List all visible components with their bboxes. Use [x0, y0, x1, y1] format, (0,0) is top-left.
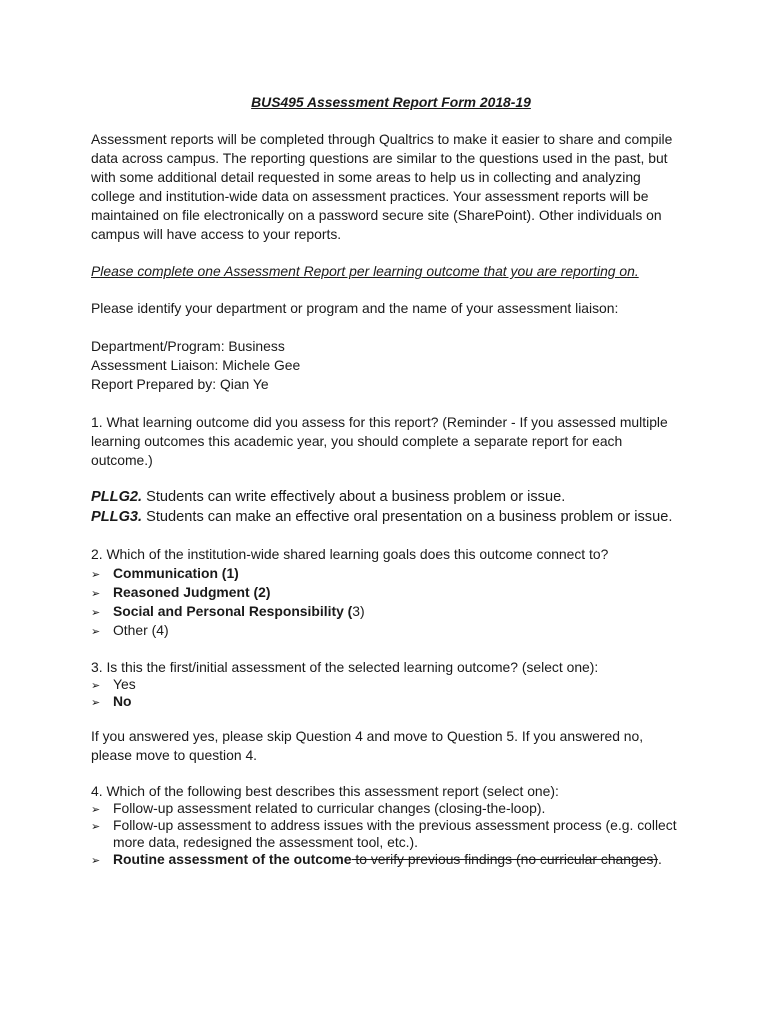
- q4-option-follow-up-process: [91, 817, 677, 835]
- arrow-bullet-icon: ➢: [91, 820, 101, 833]
- arrow-bullet-icon: ➢: [91, 606, 101, 619]
- intro-line: Assessment reports will be completed through Qualtrics to make it easier to share and compile: [91, 131, 673, 147]
- arrow-bullet-icon: ➢: [91, 803, 101, 816]
- identify-prompt: Please identify your department or program and the name of your assessment liaison:: [91, 300, 619, 316]
- intro-line: data across campus. The reporting questions are similar to the questions used in the past, but: [91, 150, 668, 166]
- q1-line: 1. What learning outcome did you assess for this report? (Reminder - If you assessed multiple: [91, 414, 668, 430]
- option-bold-text: No: [113, 693, 132, 709]
- outcome-code: PLLG3.: [91, 509, 143, 525]
- arrow-bullet-icon: ➢: [91, 587, 101, 600]
- option-text: Other (4): [113, 622, 169, 638]
- option-bold-text: Reasoned Judgment (2): [113, 584, 271, 600]
- q1-line: learning outcomes this academic year, you should complete a separate report for each: [91, 433, 623, 449]
- prepared-by-line: Report Prepared by: Qian Ye: [91, 376, 269, 392]
- q2-question: 2. Which of the institution-wide shared learning goals does this outcome connect to?: [91, 546, 609, 562]
- skip-note-line: If you answered yes, please skip Question 4 and move to Question 5. If you answered no,: [91, 728, 644, 744]
- form-title: BUS495 Assessment Report Form 2018-19: [251, 94, 531, 110]
- skip-note-line: please move to question 4.: [91, 747, 258, 763]
- intro-line: maintained on file electronically on a password secure site (SharePoint). Other individuals on: [91, 207, 662, 223]
- q2-option-social-responsibility: [91, 602, 365, 622]
- outcome-pllg2: [91, 488, 565, 507]
- q3-question: 3. Is this the first/initial assessment of the selected learning outcome? (select one):: [91, 659, 599, 675]
- q3-option-no: [91, 692, 132, 712]
- outcome-text: Students can make an effective oral presentation on a business problem or issue.: [142, 509, 673, 525]
- option-text: 3): [352, 603, 365, 619]
- arrow-bullet-icon: ➢: [91, 854, 101, 867]
- intro-line: college and institution-wide data on assessment practices. Your assessment reports will be: [91, 188, 649, 204]
- struck-text: to verify previous findings (no curricular changes): [351, 851, 659, 867]
- arrow-bullet-icon: ➢: [91, 625, 101, 638]
- option-text: Follow-up assessment related to curricular changes (closing-the-loop).: [113, 800, 546, 816]
- department-line: Department/Program: Business: [91, 338, 285, 354]
- q1-line: outcome.): [91, 452, 153, 468]
- q4-option-routine: [91, 851, 662, 869]
- q4-option-follow-up-curricular: [91, 800, 545, 818]
- intro-line: campus will have access to your reports.: [91, 226, 342, 242]
- option-text: .: [658, 851, 662, 867]
- liaison-line: Assessment Liaison: Michele Gee: [91, 357, 301, 373]
- option-text: Yes: [113, 676, 136, 692]
- q4-option-follow-up-process-cont: more data, redesigned the assessment tool, etc.).: [113, 834, 418, 850]
- q2-option-other: [91, 621, 169, 641]
- option-bold-text: Routine assessment of the outcome: [113, 851, 352, 867]
- option-bold-text: Communication (1): [113, 565, 239, 581]
- option-bold-text: Social and Personal Responsibility (: [113, 603, 353, 619]
- outcome-code: PLLG2.: [91, 489, 143, 505]
- arrow-bullet-icon: ➢: [91, 679, 101, 692]
- option-text: Follow-up assessment to address issues with the previous assessment process (e.g. collect: [113, 817, 677, 833]
- instruction-text: Please complete one Assessment Report per learning outcome that you are reporting on.: [91, 263, 639, 279]
- arrow-bullet-icon: ➢: [91, 696, 101, 709]
- arrow-bullet-icon: ➢: [91, 568, 101, 581]
- q4-question: 4. Which of the following best describes this assessment report (select one):: [91, 783, 559, 799]
- q2-option-reasoned-judgment: [91, 583, 270, 603]
- q2-option-communication: [91, 564, 239, 584]
- outcome-pllg3: [91, 508, 672, 527]
- intro-line: with some additional detail requested in some areas to help us in collecting and analyzing: [91, 169, 641, 185]
- outcome-text: Students can write effectively about a business problem or issue.: [142, 489, 566, 505]
